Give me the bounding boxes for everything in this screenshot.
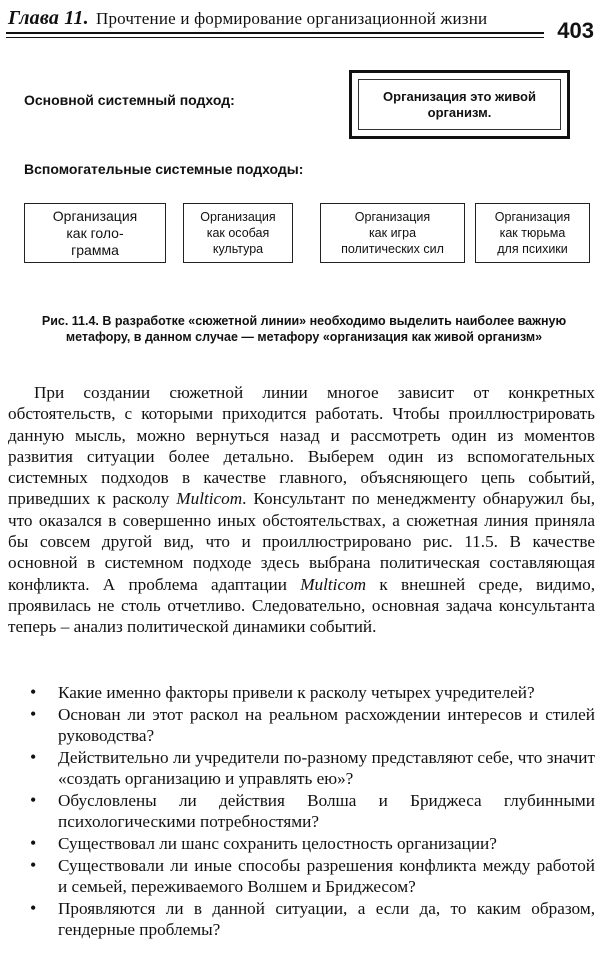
aux-box-line: для психики [497, 242, 568, 256]
aux-box-line: грамма [71, 241, 119, 258]
bullet-icon: • [30, 789, 37, 810]
question-list [8, 682, 595, 941]
chapter-title: Прочтение и формирование организационной жизни [95, 9, 488, 28]
main-approach-box [349, 70, 570, 139]
aux-box-line: Организация [200, 210, 276, 224]
aux-box-line: Организация [52, 207, 138, 224]
body-paragraph [8, 382, 595, 638]
bullet-icon: • [30, 682, 37, 702]
aux-box-hologram [24, 203, 166, 263]
body-text-part: При создании сюжетной линии многое зависит от конкретных обстоятельств, с которыми приходится работать. Чтобы проиллюстрировать данную мысль, можно вернуться назад и рассмотреть один из моментов развития ситуации более детально. Выберем один из вспомогательных системных подходов в качестве главного, объясняющего цепь событий, приведших к расколу [8, 383, 595, 509]
bullet-icon: • [30, 854, 37, 875]
aux-box-line: политических сил [341, 242, 444, 256]
list-item [8, 833, 595, 854]
list-item-text: Проявляются ли в данной ситуации, а если да, то каким образом, гендерные проблемы? [58, 898, 595, 940]
aux-box-line: культура [212, 242, 264, 256]
bullet-icon: • [30, 897, 37, 918]
main-box-line: организм. [427, 104, 492, 120]
aux-approaches-label: Вспомогательные системные подходы: [24, 161, 304, 177]
body-text-emphasis: Multicom [176, 489, 243, 509]
list-item [8, 855, 595, 898]
main-approach-box-inner [358, 79, 561, 130]
figure-caption [26, 313, 582, 345]
list-item [8, 682, 595, 703]
aux-box-politics [320, 203, 465, 263]
list-item [8, 790, 595, 833]
list-item-text: Основан ли этот раскол на реальном расхождении интересов и стилей руководства? [58, 704, 595, 746]
aux-box-culture [183, 203, 293, 263]
body-text-part: . Консультант по менеджменту обнаружил бы, что оказался в совершенно иных обстоятельствах, а сюжетная линия приняла бы совсем другой вид, что и проиллюстрировано рис. 11.5. В качестве основной в системном подходе здесь выбрана политическая составляющая конфликта. А проблема адаптации [8, 489, 595, 594]
list-item-text: Действительно ли учредители по-разному представляют себе, что значит «создать организацию и управлять ею»? [58, 747, 595, 789]
aux-box-line: как особая [206, 226, 270, 240]
bullet-icon: • [30, 833, 37, 854]
aux-box-line: как игра [368, 226, 417, 240]
running-head [8, 7, 487, 30]
list-item [8, 704, 595, 747]
header-rule-thin [6, 37, 544, 38]
list-item-text: Обусловлены ли действия Волша и Бриджеса глубинными психологическими потребностями? [58, 790, 595, 832]
bullet-icon: • [30, 703, 37, 724]
body-text-emphasis: Multicom [300, 574, 367, 594]
chapter-number: Глава 11. [8, 7, 89, 29]
aux-box-line: как голо- [66, 224, 124, 241]
list-item-text: Существовали ли иные способы разрешения конфликта между работой и семьей, переживаемого Волшем и Бриджесом? [58, 855, 595, 897]
header-rule [6, 32, 544, 34]
page-header [6, 4, 594, 43]
aux-box-line: как тюрьма [499, 226, 566, 240]
figure-caption-label: Рис. 11.4. [41, 314, 99, 328]
list-item-text: Какие именно факторы привели к расколу четырех учредителей? [58, 683, 535, 702]
list-item [8, 747, 595, 790]
aux-box-line: Организация [494, 210, 571, 224]
bullet-icon: • [30, 746, 37, 767]
main-box-line: Организация это живой [383, 88, 536, 104]
main-approach-label: Основной системный подход: [24, 92, 235, 108]
list-item-text: Существовал ли шанс сохранить целостность организации? [58, 834, 497, 854]
body-text-part: к внешней среде, видимо, проявилась не столь отчетливо. Следовательно, основная задача консультанта теперь – анализ политической динамики событий. [8, 574, 595, 637]
page-number: 403 [557, 18, 594, 43]
aux-box-line: Организация [354, 210, 431, 224]
figure-caption-text: В разработке «сюжетной линии» необходимо выделить наиболее важную метафору, в данном случае — метафору «организация как живой организм» [65, 314, 567, 344]
aux-box-psychic-prison [475, 203, 590, 263]
list-item [8, 898, 595, 941]
